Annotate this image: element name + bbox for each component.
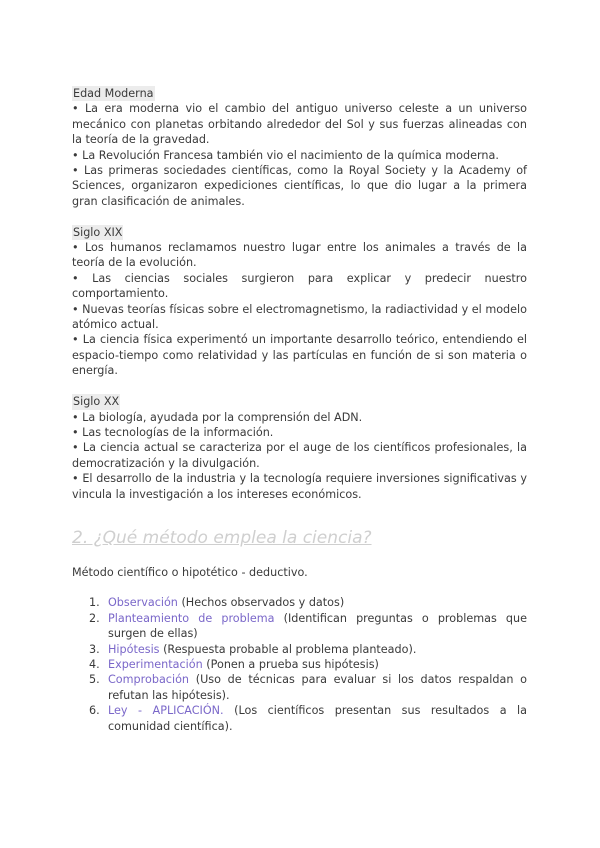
section-heading: Siglo XX [73,395,120,409]
step-number: 6. [89,704,100,718]
bullet-item: • Los humanos reclamamos nuestro lugar entre los animales a través de la teoría de la evolución. [72,241,527,270]
step-description: (Hechos observados y datos) [177,596,345,610]
bullet-item: • Nuevas teorías físicas sobre el electromagnetismo, la radiactividad y el modelo atómico actual. [72,302,527,332]
bullet-item: • El desarrollo de la industria y la tecnología requiere inversiones significativas y vincula la investigación a los intereses económicos. [72,472,527,501]
bullet-item: • Las tecnologías de la información. [72,425,274,439]
list-item [72,642,527,657]
list-item [72,657,527,672]
step-term: Ley - APLICACIÓN. [108,704,224,718]
question-heading: 2. ¿Qué método emplea la ciencia? [72,527,372,548]
step-description: (Respuesta probable al problema planteado). [159,642,417,656]
step-number: 5. [89,673,100,687]
bullet-item: • La Revolución Francesa también vio el nacimiento de la química moderna. [72,148,499,162]
section-siglo-xx [72,394,527,502]
step-number: 1. [89,596,100,610]
bullet-item: • La ciencia física experimentó un importante desarrollo teórico, entendiendo el espacio-tiempo como relatividad y las partículas en función de si son materia o energía. [72,333,527,378]
step-number: 3. [89,642,100,656]
method-intro: Método científico o hipotético - deductivo. [72,565,308,579]
bullet-item: • La era moderna vio el cambio del antiguo universo celeste a un universo mecánico con planetas orbitando alrededor del Sol y sus fuerzas alineadas con la teoría de la gravedad. [72,102,527,147]
bullet-item: • Las primeras sociedades científicas, como la Royal Society y la Academy of Sciences, organizaron expediciones científicas, lo que dio lugar a la primera gran clasificación de animales. [72,164,527,208]
list-item [72,595,527,610]
step-term: Hipótesis [108,642,160,656]
section-siglo-xix [72,225,527,379]
list-item [72,703,527,734]
bullet-item: • La ciencia actual se caracteriza por el auge de los científicos profesionales, la democratización y la divulgación. [72,441,527,470]
list-item [72,672,527,703]
section-edad-moderna [72,86,527,209]
method-steps-list [72,595,527,734]
step-description: (Ponen a prueba sus hipótesis) [202,657,379,671]
step-description: (Los científicos presentan sus resultados a la comunidad científica). [108,704,527,733]
section-heading: Edad Moderna [73,87,154,100]
step-number: 2. [89,611,100,625]
step-description: (Identifican preguntas o problemas que surgen de ellas) [108,611,527,641]
bullet-item: • Las ciencias sociales surgieron para explicar y predecir nuestro comportamiento. [72,271,527,301]
bullet-item: • La biología, ayudada por la comprensión del ADN. [72,410,363,424]
step-term: Comprobación [108,673,190,687]
step-term: Experimentación [108,657,203,671]
document-page [72,86,527,734]
step-description: (Uso de técnicas para evaluar si los datos respaldan o refutan las hipótesis). [108,673,527,702]
section-heading: Siglo XIX [73,225,123,239]
step-term: Observación [108,596,178,610]
step-number: 4. [89,657,100,671]
step-term: Planteamiento de problema [108,611,275,625]
list-item [72,611,527,642]
